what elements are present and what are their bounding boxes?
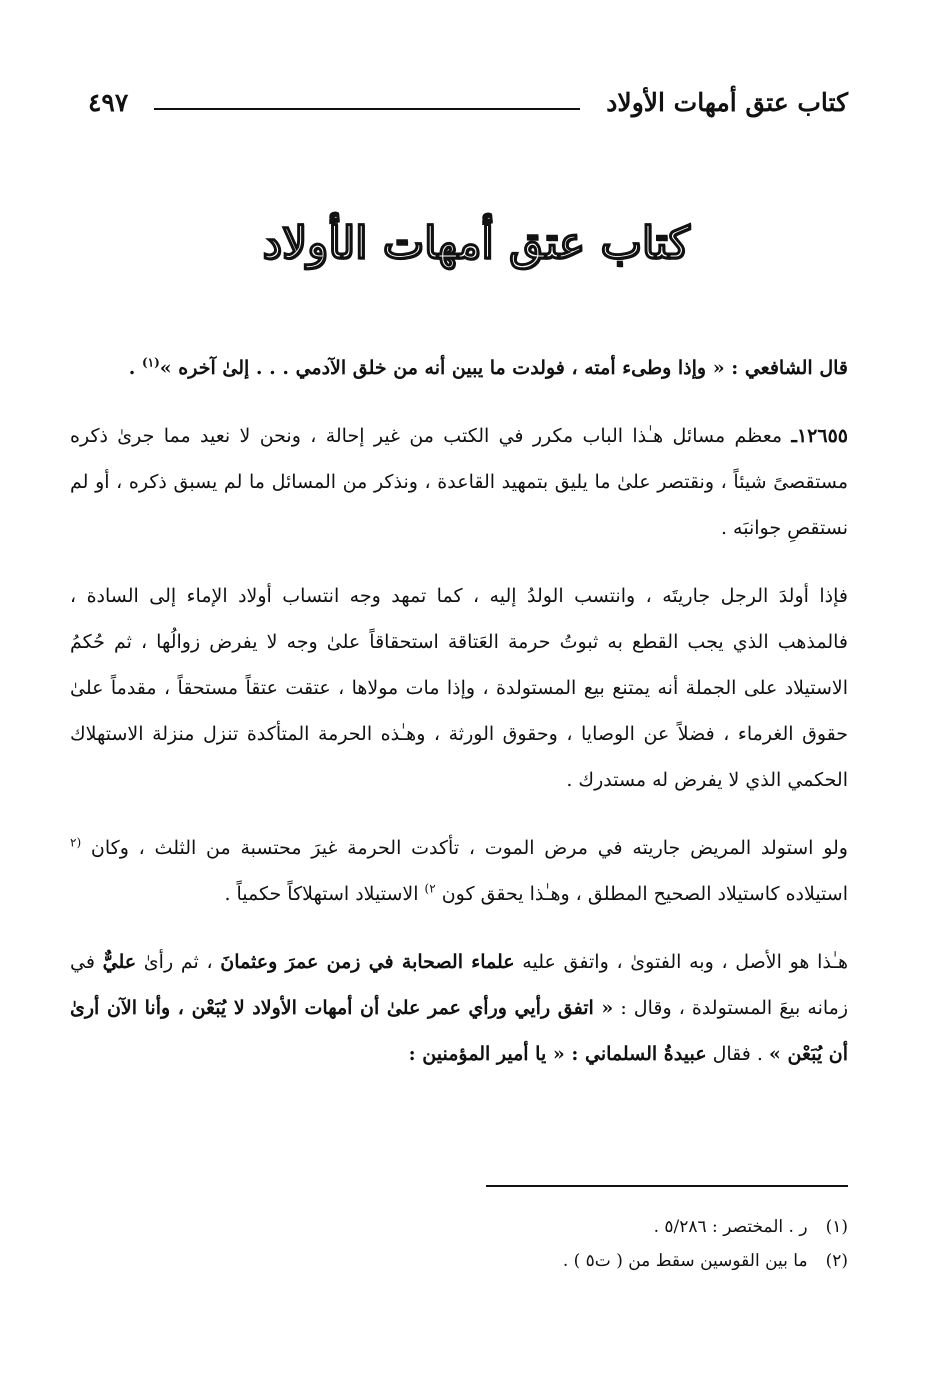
- paragraph-text-b: استيلاده كاستيلاد الصحيح المطلق ، وهـٰذا يحقق كون: [435, 883, 848, 905]
- quote-tail: .: [128, 357, 142, 379]
- footnote-text: ما بين القوسين سقط من ( ت٥ ) .: [562, 1251, 808, 1271]
- footnote-rule: [486, 1185, 848, 1187]
- footnote-2: [300, 1244, 848, 1278]
- paragraph-marid: [70, 825, 848, 917]
- body-text: [70, 345, 848, 1099]
- header-rule: [154, 108, 580, 110]
- paragraph-text: معظم مسائل هـٰذا الباب مكرر في الكتب من غير إحالة ، ونحن لا نعيد مما جرىٰ ذكره مستقصىً شيئاً ، ونقتصر علىٰ ما يليق بتمهيد القاعدة ، ونذكر من المسائل ما لم يسبق ذكره ، أو لم نستقصِ جوانبَه .: [70, 425, 848, 539]
- footnote-number: (٢): [825, 1251, 848, 1271]
- footnote-ref: (١): [141, 355, 160, 370]
- paragraph-istilad: [70, 573, 848, 803]
- quote-text: قال الشافعي : « وإذا وطىء أمته ، فولدت ما يبين أنه من خلق الآدمي . . . إلىٰ آخره »: [159, 357, 848, 379]
- footnote-number: (١): [825, 1217, 848, 1237]
- running-header: [88, 82, 848, 122]
- page-number: ٤٩٧: [88, 87, 129, 117]
- paragraph-text-c: في زمانه بيعَ المستولدة ، وقال :: [70, 951, 848, 1019]
- paragraph-bold-a: علماء الصحابة في زمن عمرَ وعثمانَ: [220, 951, 515, 973]
- paragraph-asl: [70, 939, 848, 1077]
- paragraph-text-a: ولو استولد المريض جاريته في مرض الموت ، تأكدت الحرمة غيرَ محتسبة من الثلث ، وكان: [81, 837, 848, 859]
- paragraph-text-a: هـٰذا هو الأصل ، وبه الفتوىٰ ، واتفق عليه: [514, 951, 848, 973]
- chapter-title: [0, 218, 952, 269]
- paragraph-text-d: . فقال: [706, 1043, 769, 1065]
- paragraph-bold-d: عبيدةُ السلماني : « يا أمير المؤمنين :: [408, 1043, 707, 1065]
- paragraph-text: فإذا أولدَ الرجل جاريتَه ، وانتسب الولدُ إليه ، كما تمهد وجه انتساب أولاد الإماء إلى السادة ، فالمذهب الذي يجب القطع به ثبوتُ حرمة العَتاقة استحقاقاً علىٰ وجه لا يفرض زوالُها ، ثم حُكمُ الاستيلاد على الجملة أنه يمتنع بيع المستولدة ، وإذا مات مولاها ، عتقت عتقاً مستحقاً ، مقدماً علىٰ حقوق الغرماء ، فضلاً عن الوصايا ، وحقوق الورثة ، وهـٰذه الحرمة المتأكدة تنزل منزلة الاستهلاك الحكمي الذي لا يفرض له مستدرك .: [70, 585, 848, 791]
- paragraph-bold-b: عليٌّ: [102, 951, 137, 973]
- paragraph-text-b: ، ثم رأىٰ: [136, 951, 221, 973]
- footnote-1: [300, 1210, 848, 1244]
- header-title: كتاب عتق أمهات الأولاد: [606, 87, 848, 117]
- variant-open-mark: (٢: [70, 835, 82, 850]
- chapter-title-text: كتاب عتق أمهات الأولاد: [262, 218, 690, 269]
- paragraph-12655: [70, 413, 848, 551]
- paragraph-bold-c: « اتفق رأيي ورأي عمر علىٰ أن أمهات الأولاد لا يُبَعْن ، وأنا الآن أرىٰ أن يُبَعْن »: [70, 997, 848, 1065]
- paragraph-number: ١٢٦٥٥ـ: [791, 425, 848, 447]
- footnotes: [300, 1210, 848, 1278]
- paragraph-shafii-quote: [70, 345, 848, 391]
- paragraph-text-c: الاستيلاد استهلاكاً حكمياً .: [224, 883, 425, 905]
- footnote-text: ر . المختصر : ٥/٢٨٦ .: [653, 1217, 808, 1237]
- variant-close-mark: ٢): [424, 881, 436, 896]
